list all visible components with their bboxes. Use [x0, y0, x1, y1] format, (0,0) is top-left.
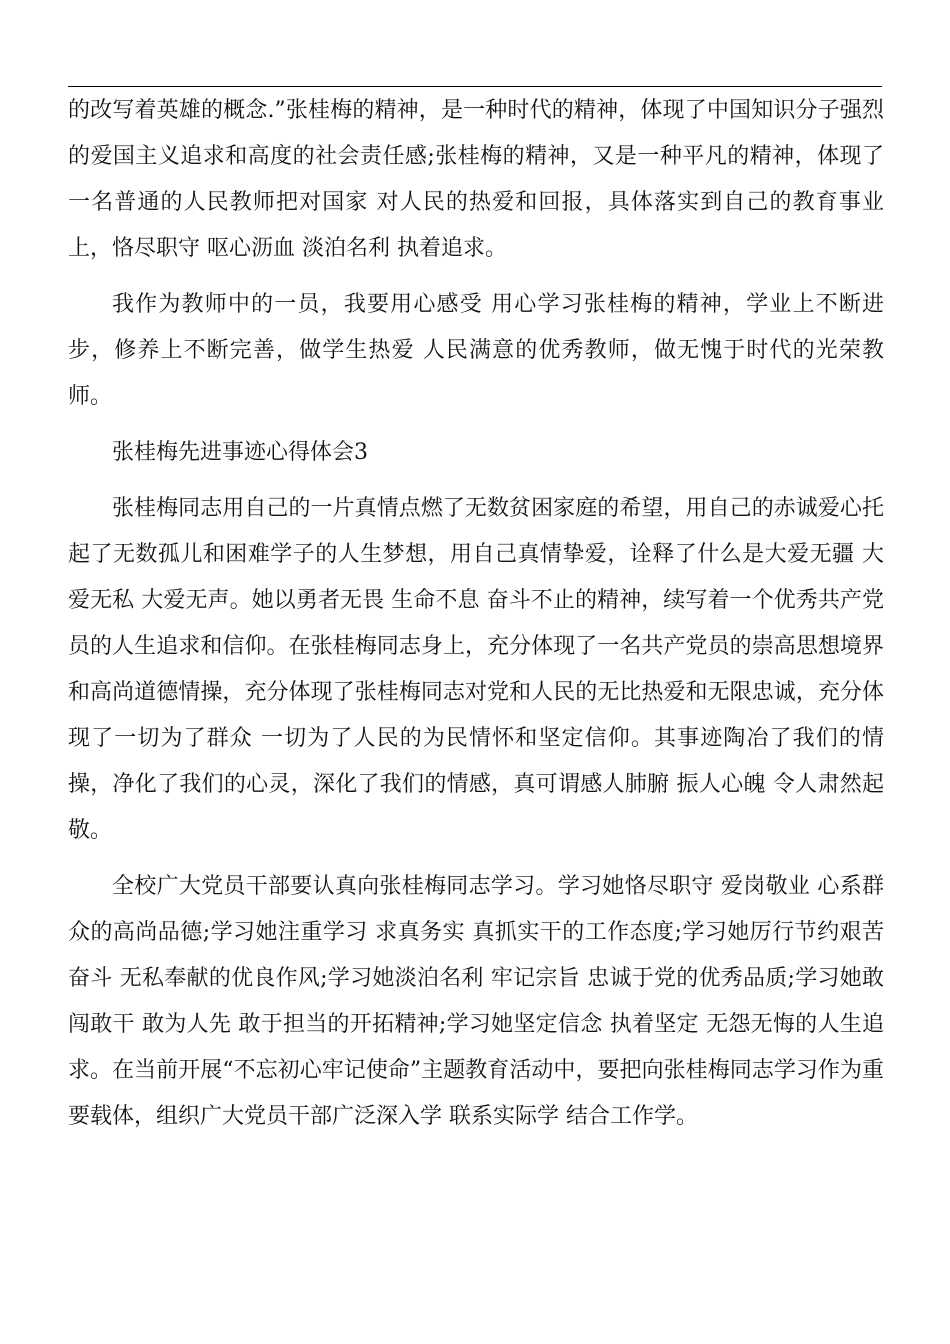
document-body: [68, 88, 884, 1140]
paragraph-continuation: 的改写着英雄的概念.”张桂梅的精神，是一种时代的精神，体现了中国知识分子强烈的爱国主义追求和高度的社会责任感;张桂梅的精神，又是一种平凡的精神，体现了一名普通的人民教师把对国家 对人民的热爱和回报，具体落实到自己的教育事业上，恪尽职守 呕心沥血 淡泊名利 执着追求。: [68, 98, 884, 261]
paragraph-deeds: 张桂梅同志用自己的一片真情点燃了无数贫困家庭的希望，用自己的赤诚爱心托起了无数孤儿和困难学子的人生梦想，用自己真情挚爱，诠释了什么是大爱无疆 大爱无私 大爱无声。她以勇者无畏 生命不息 奋斗不止的精神，续写着一个优秀共产党员的人生追求和信仰。在张桂梅同志身上，充分体现了一名共产党员的崇高思想境界和高尚道德情操，充分体现了张桂梅同志对党和人民的无比热爱和无限忠诚，充分体现了一切为了群众 一切为了人民的为民情怀和坚定信仰。其事迹陶冶了我们的情操，净化了我们的心灵，深化了我们的情感，真可谓感人肺腑 振人心魄 令人肃然起敬。: [68, 496, 884, 843]
header-rule: [68, 86, 882, 87]
section-heading: 张桂梅先进事迹心得体会3: [112, 440, 368, 465]
paragraph-teacher-pledge: 我作为教师中的一员，我要用心感受 用心学习张桂梅的精神，学业上不断进步，修养上不断完善，做学生热爱 人民满意的优秀教师，做无愧于时代的光荣教师。: [68, 292, 884, 409]
paragraph-study-call: 全校广大党员干部要认真向张桂梅同志学习。学习她恪尽职守 爱岗敬业 心系群众的高尚品德;学习她注重学习 求真务实 真抓实干的工作态度;学习她厉行节约艰苦奋斗 无私奉献的优良作风;学习她淡泊名利 牢记宗旨 忠诚于党的优秀品质;学习她敢闯敢干 敢为人先 敢于担当的开拓精神;学习她坚定信念 执着坚定 无怨无悔的人生追求。在当前开展“不忘初心牢记使命”主题教育活动中，要把向张桂梅同志学习作为重要载体，组织广大党员干部广泛深入学 联系实际学 结合工作学。: [68, 874, 884, 1129]
